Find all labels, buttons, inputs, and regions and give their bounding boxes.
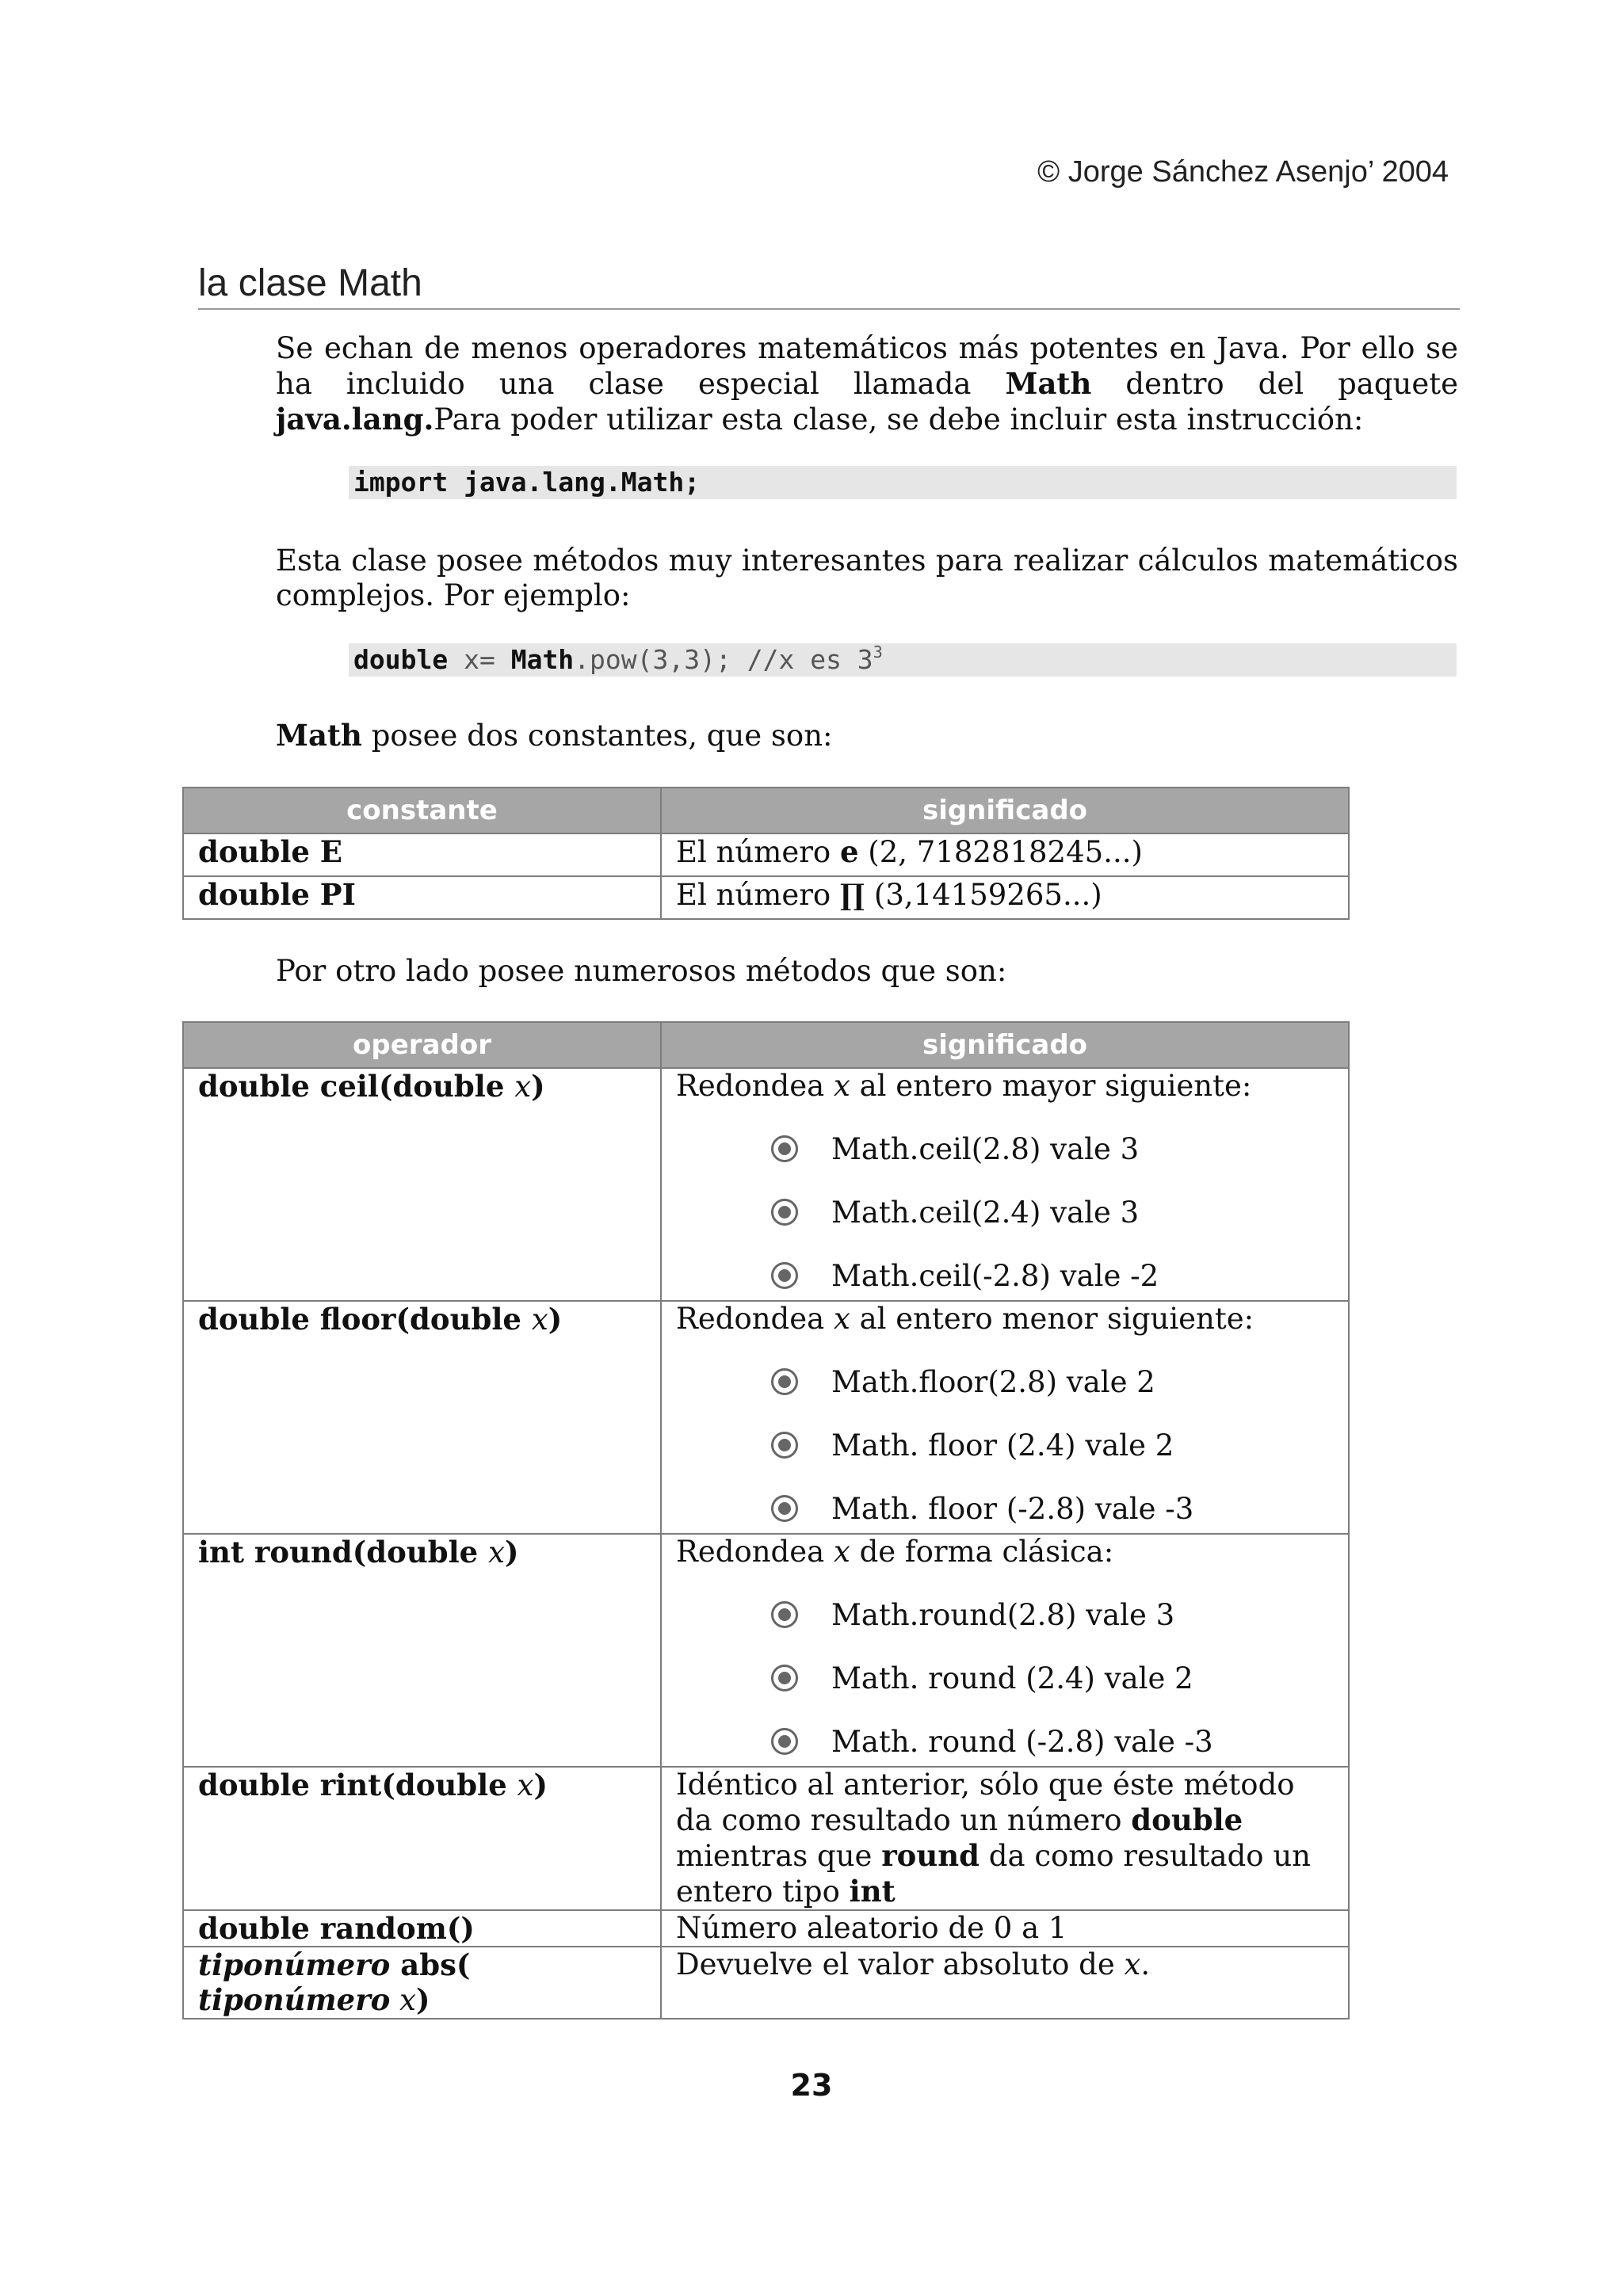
column-header-operador: operador: [183, 1022, 661, 1068]
type-placeholder: tiponúmero: [198, 1947, 391, 1982]
code-keyword-double: double: [353, 644, 449, 675]
code-keyword-math: Math: [510, 644, 575, 675]
desc-part: Redondea: [676, 1535, 834, 1569]
param-x: x: [517, 1768, 534, 1802]
constants-intro-text: posee dos constantes, que son:: [361, 719, 833, 753]
method-rint-desc: [661, 1767, 1349, 1910]
radio-bullet-icon: [771, 1601, 798, 1628]
list-item: [676, 1259, 1334, 1294]
constant-symbol: e: [839, 834, 859, 869]
desc-part: .: [1140, 1947, 1151, 1981]
param-x: x: [531, 1302, 548, 1337]
intro-package-bold: java.lang.: [276, 402, 434, 437]
method-signature-end: ): [504, 1535, 519, 1569]
example-text: Math.round(2.8) vale 3: [831, 1598, 1175, 1632]
constant-name: double E: [183, 833, 661, 876]
desc-part: Redondea: [676, 1069, 834, 1103]
method-desc-text: [676, 1069, 1334, 1104]
example-list: [676, 1365, 1334, 1527]
desc-part: al entero menor siguiente:: [850, 1302, 1254, 1336]
desc-part: mientras que: [676, 1839, 882, 1873]
column-header-constante: constante: [183, 788, 661, 833]
method-signature: double floor(double: [198, 1302, 532, 1337]
constants-intro-paragraph: [276, 718, 1458, 753]
meaning-text: El número: [676, 835, 840, 869]
desc-part: al entero mayor siguiente:: [850, 1069, 1252, 1103]
desc-param: x: [833, 1302, 850, 1336]
example-text: Math.ceil(2.4) vale 3: [831, 1196, 1140, 1230]
desc-param: x: [833, 1535, 850, 1569]
constant-meaning: [661, 876, 1349, 919]
example-text: Math. floor (-2.8) vale -3: [831, 1492, 1194, 1526]
copyright-header: © Jorge Sánchez Asenjo’ 2004: [1037, 155, 1449, 189]
import-code-block: [349, 466, 1457, 499]
list-item: [676, 1132, 1334, 1167]
example-text: Math. round (2.4) vale 2: [831, 1661, 1193, 1695]
example-text: Math.floor(2.8) vale 2: [831, 1365, 1155, 1399]
desc-param: x: [833, 1069, 850, 1103]
example-text: Math. floor (2.4) vale 2: [831, 1428, 1174, 1463]
table-row: [183, 876, 1349, 919]
intro-paragraph: [276, 331, 1458, 437]
radio-bullet-icon: [771, 1135, 798, 1162]
intro-text-2: dentro del paquete: [1091, 367, 1458, 401]
table-row: [183, 1068, 1349, 1301]
method-floor-desc: [661, 1301, 1349, 1534]
list-item: [676, 1598, 1334, 1633]
method-ceil-name: [183, 1068, 661, 1301]
method-desc-text: [676, 1535, 1334, 1569]
table-row: [183, 1767, 1349, 1910]
method-signature: int round(double: [198, 1535, 489, 1569]
list-item: [676, 1196, 1334, 1230]
method-signature: double ceil(double: [198, 1069, 515, 1104]
table-row: [183, 833, 1349, 876]
list-item: [676, 1365, 1334, 1400]
desc-part: de forma clásica:: [850, 1535, 1114, 1569]
column-header-significado: significado: [661, 788, 1349, 833]
code-text-1: x=: [448, 644, 511, 675]
method-signature-end: ): [416, 1982, 430, 2017]
desc-bold: round: [881, 1838, 980, 1873]
table-row: [183, 1910, 1349, 1947]
list-item: [676, 1661, 1334, 1696]
table-header-row: [183, 1022, 1349, 1068]
example-text: Math. round (-2.8) vale -3: [831, 1725, 1213, 1759]
table-row: [183, 1947, 1349, 2019]
desc-param: x: [1124, 1947, 1141, 1981]
methods-intro-paragraph: Esta clase posee métodos muy interesantes para realizar cálculos matemáticos complejos. Por ejemplo:: [276, 543, 1458, 612]
method-signature-end: ): [533, 1768, 548, 1802]
radio-bullet-icon: [771, 1368, 798, 1395]
desc-bold: double: [1131, 1802, 1243, 1837]
table-row: [183, 1301, 1349, 1534]
method-round-desc: [661, 1534, 1349, 1767]
import-statement: import java.lang.Math;: [353, 467, 701, 498]
radio-bullet-icon: [771, 1262, 798, 1289]
intro-math-bold: Math: [1005, 366, 1092, 401]
constant-meaning: [661, 833, 1349, 876]
method-random-desc: Número aleatorio de 0 a 1: [661, 1910, 1349, 1947]
desc-part: Idéntico al anterior, sólo que éste método da como resultado un número: [676, 1768, 1295, 1837]
table-header-row: [183, 788, 1349, 833]
desc-part: Devuelve el valor absoluto de: [676, 1947, 1125, 1981]
method-floor-name: [183, 1301, 661, 1534]
constant-symbol: ∏: [839, 877, 865, 912]
meaning-text: El número: [676, 878, 840, 912]
list-item: [676, 1492, 1334, 1527]
radio-bullet-icon: [771, 1495, 798, 1522]
type-placeholder: tiponúmero: [198, 1982, 391, 2017]
radio-bullet-icon: [771, 1432, 798, 1459]
method-round-name: [183, 1534, 661, 1767]
example-list: [676, 1598, 1334, 1760]
method-signature: abs(: [390, 1947, 471, 1982]
param-x: x: [514, 1070, 532, 1104]
method-abs-name: [183, 1947, 661, 2019]
example-list: [676, 1132, 1334, 1294]
page-number: 23: [790, 2068, 833, 2103]
section-title: la clase Math: [198, 261, 1460, 310]
example-text: Math.ceil(2.8) vale 3: [831, 1132, 1140, 1166]
method-signature-end: ): [548, 1302, 563, 1337]
desc-part: da como resultado un entero tipo: [676, 1839, 1311, 1909]
radio-bullet-icon: [771, 1665, 798, 1691]
intro-text-3: Para poder utilizar esta clase, se debe incluir esta instrucción:: [433, 402, 1364, 437]
method-random-name: double random(): [183, 1910, 661, 1947]
methods-list-intro: Por otro lado posee numerosos métodos que son:: [276, 954, 1007, 988]
constant-name: double PI: [183, 876, 661, 919]
desc-part: Redondea: [676, 1302, 834, 1336]
radio-bullet-icon: [771, 1199, 798, 1226]
param-x: x: [488, 1535, 505, 1569]
list-item: [676, 1428, 1334, 1463]
radio-bullet-icon: [771, 1728, 798, 1755]
intro-text-1: Se echan de menos operadores matemáticos más potentes en Java. Por ello se ha incluido una clase especial llamada: [276, 331, 1458, 401]
param-x: x: [390, 1983, 417, 2017]
desc-bold: int: [849, 1874, 896, 1909]
meaning-value: (2, 7182818245...): [858, 835, 1143, 869]
meaning-value: (3,14159265...): [865, 878, 1102, 912]
method-ceil-desc: [661, 1068, 1349, 1301]
constants-intro-bold: Math: [276, 718, 362, 753]
example-text: Math.ceil(-2.8) vale -2: [831, 1259, 1159, 1293]
pow-code-block: [349, 643, 1457, 677]
method-signature: double rint(double: [198, 1768, 517, 1802]
list-item: [676, 1725, 1334, 1760]
method-rint-name: [183, 1767, 661, 1910]
method-desc-text: [676, 1302, 1334, 1337]
method-abs-desc: [661, 1947, 1349, 2019]
code-superscript: 3: [873, 643, 883, 662]
method-signature-end: ): [531, 1069, 545, 1104]
methods-table: [182, 1021, 1350, 2019]
table-row: [183, 1534, 1349, 1767]
column-header-significado: significado: [661, 1022, 1349, 1068]
code-text-2: .pow(3,3); //x es 3: [574, 644, 873, 675]
constants-table: [182, 787, 1350, 920]
